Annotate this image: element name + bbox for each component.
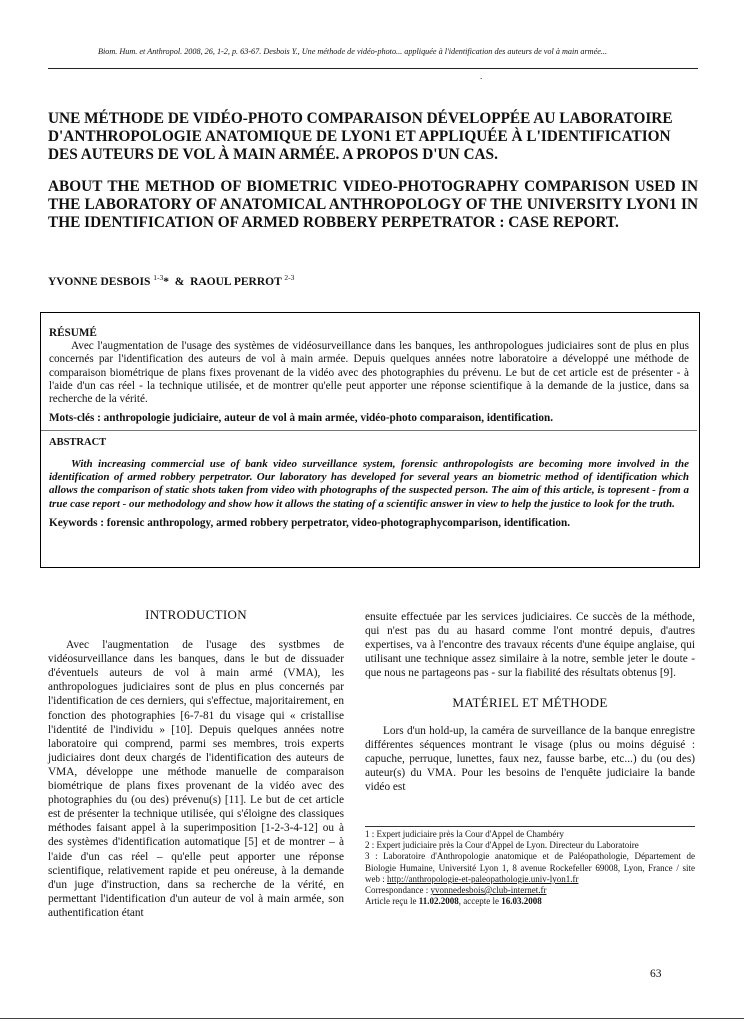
author-perrot: RAOUL PERROT: [190, 275, 282, 288]
resume-heading: RÉSUMÉ: [49, 327, 97, 339]
correspondence-label: Correspondance :: [365, 885, 429, 896]
methods-heading: MATÉRIEL ET MÉTHODE: [452, 695, 608, 711]
resume-keywords-text: anthropologie judiciaire, auteur de vol à main armée, vidéo-photo comparaison, identification.: [103, 412, 554, 425]
correspondence-email-link[interactable]: yvonnedesbois@club-internet.fr: [430, 885, 547, 896]
abstract-keywords: [49, 517, 689, 530]
introduction-paragraph: Avec l'augmentation de l'usage des systbmes de vidéosurveillance dans les banques, dans le but de dissuader d'éventuels auteurs de vol à main armé (VMA), les anthropologues judiciaires sont de plus en plus concernés par l'identification de ces derniers, qui s'effectue, majoritairement, en fonction des photographies [6-7-81 du visage qui « cristallise l'identité de l'individu » [10]. Depuis quelques années notre laboratoire qui comprend, parmi ses membres, trois experts judiciaires dont deux chargés de l'identification des auteurs de VMA, développe une méthode manuelle de comparaison biométrique de plans fixes provenant de la vidéo avec des photographies du (ou des) prévenu(s) [11]. Le but de cet article est de présenter la technique utilisée, qui s'éloigne des classiques méthodes faisant appel à la superimposition [1-2-3-4-12] ou à des systèmes d'identification automatique [5] et de montrer – à l'aide d'un cas réel – qu'elle peut apporter une réponse scientifique, relativement rapide et peu onéreuse, à la demande d'un juge d'instruction, dans sa recherche de la vérité, en permettant l'identification d'un auteur de vol à main armée, son authentification étant: [48, 639, 344, 919]
footnote-2: 2 : Expert judiciaire près la Cour d'Appel de Lyon. Directeur du Laboratoire: [365, 840, 639, 851]
header-divider: [48, 68, 698, 69]
title-english: ABOUT THE METHOD OF BIOMETRIC VIDEO-PHOTOGRAPHY COMPARISON USED IN THE LABORATORY OF ANATOMICAL ANTHROPOLOGY OF THE UNIVERSITY LYON1 IN THE IDENTIFICATION OF ARMED ROBBERY PERPETRATOR : CASE REPORT.: [48, 178, 698, 231]
author-desbois-affiliation: 1-3: [153, 273, 164, 282]
resume-keywords: [49, 412, 689, 425]
abstract-heading: ABSTRACT: [49, 437, 107, 449]
received-accepted-dates: [365, 896, 695, 907]
abstract-keywords-text: forensic anthropology, armed robbery perpetrator, video-photographycomparison, identification.: [106, 517, 571, 530]
authors-line: [48, 273, 294, 288]
footnote-1: 1 : Expert judiciaire près la Cour d'Appel de Chambéry: [365, 829, 564, 839]
author-perrot-affiliation: 2-3: [284, 273, 295, 282]
header-dot: .: [480, 71, 483, 81]
abstract-text: With increasing commercial use of bank video surveillance system, forensic anthropologists are becoming more involved in the identification of armed robbery perpetrator. Our laboratory has developed for several years an biometric method of identification which allows the comparison of static shots taken from video with photographs of the suspected person. The aim of this article, is topresent - from a true case report - our methodology and show how it allows the stating of a scientific answer in view to help the justice to look for the truth.: [49, 457, 689, 510]
introduction-heading: INTRODUCTION: [145, 607, 247, 622]
author-separator: &: [174, 275, 185, 288]
received-date: 11.02.2008: [418, 896, 459, 907]
resume-keywords-label: Mots-clés :: [49, 412, 101, 425]
bottom-edge-line: [0, 1018, 744, 1019]
footnote-3: [365, 851, 695, 885]
title-french: UNE MÉTHODE DE VIDÉO-PHOTO COMPARAISON DÉVELOPPÉE AU LABORATOIRE D'ANTHROPOLOGIE ANATOMIQUE DE LYON1 ET APPLIQUÉE À L'IDENTIFICATION DES AUTEURS DE VOL À MAIN ARMÉE. A PROPOS D'UN CAS.: [48, 110, 673, 163]
right-column: [365, 610, 695, 794]
footnote-3-text: 3 : Laboratoire d'Anthropologie anatomique et de Paléopathologie, Département de Biologie Humaine, Université Lyon 1, 8 avenue Rockefeller 69008, Lyon, France / site web :: [365, 851, 695, 884]
abstract-keywords-label: Keywords :: [49, 517, 104, 530]
footnotes: [365, 829, 695, 907]
accepted-date: 16.03.2008: [501, 896, 542, 907]
abstract-divider: [41, 430, 697, 431]
running-head: Biom. Hum. et Anthropol. 2008, 26, 1-2, p. 63-67. Desbois Y., Une méthode de vidéo-photo... appliquée à l'identification des auteurs de vol à main armée...: [98, 47, 608, 56]
resume-text: Avec l'augmentation de l'usage des systèmes de vidéosurveillance dans les banques, les anthropologues judiciaires sont de plus en plus concernés par l'identification des auteurs de vol à main armée. Depuis quelques années notre laboratoire a développé une méthode de comparaison biométrique de plans fixes provenant de la vidéo avec des photographies du prévenu. Le but de cet article est de présenter - à l'aide d'un cas réel - la technique utilisée, et de montrer qu'elle peut apporter une réponse scientifique à la demande de la justice, dans sa recherche de la vérité.: [49, 340, 689, 406]
methods-paragraph: Lors d'un hold-up, la caméra de surveillance de la banque enregistre différentes séquences montrant le visage (plus ou moins déguisé : capuche, perruque, lunettes, faux nez, fausse barbe, etc...) du (ou des) auteur(s) du VMA. Pour les besoins de l'enquête judiciaire la bande vidéo est: [365, 724, 695, 793]
corresponding-star: *: [163, 275, 169, 288]
page-number: 63: [650, 968, 662, 980]
footnote-divider: [365, 826, 695, 827]
accepted-label: , accepte le: [458, 896, 499, 907]
received-label: Article reçu le: [365, 896, 417, 907]
correspondence: [365, 885, 695, 896]
author-desbois: YVONNE DESBOIS: [48, 275, 151, 288]
left-column: [48, 608, 344, 920]
lab-website-link[interactable]: http://anthropologie-et-paleopathologie.univ-lyon1.fr: [387, 873, 579, 884]
abstract-box: [40, 312, 700, 568]
introduction-continued: ensuite effectuée par les services judiciaires. Ce succès de la méthode, qui n'est pas du au hasard comme l'ont montré depuis, d'autres expertises, va à l'encontre des travaux récents d'une équipe anglaise, qui utilisant une technique assez similaire à la notre, semble jeter le doute - que nous ne partageons pas - sur la fiabilité des résultats obtenus [9].: [365, 611, 695, 680]
